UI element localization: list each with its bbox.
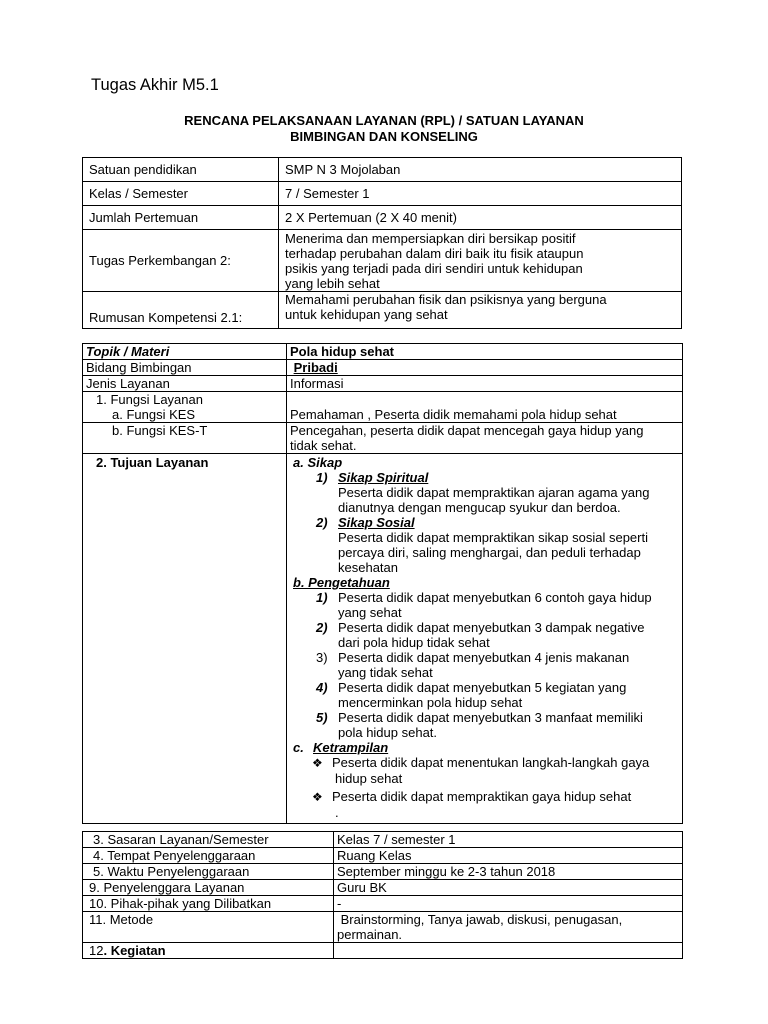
kegiatan-value: [334, 943, 683, 959]
kegiatan-label: [83, 943, 334, 959]
kegiatan-num: 12: [89, 943, 104, 958]
fungsi-kes-value-cell: [287, 392, 683, 423]
identity-value-line: psikis yang terjadi pada diri sendiri untuk kehidupan: [285, 260, 583, 276]
bidang-value: Pribadi: [293, 360, 338, 375]
identity-row: [83, 230, 682, 292]
bidang-value-cell: [287, 360, 683, 376]
identity-label: Kelas / Semester: [83, 182, 279, 206]
topik-value: Pola hidup sehat: [287, 344, 683, 360]
info-value: [334, 912, 683, 943]
info-label: 3. Sasaran Layanan/Semester: [83, 832, 334, 848]
fungsi-kest-line: tidak sehat.: [290, 438, 357, 453]
info-label: 4. Tempat Penyelenggaraan: [83, 848, 334, 864]
identity-value: [279, 292, 682, 329]
item-num: 3): [316, 650, 328, 665]
identity-label: Rumusan Kompetensi 2.1:: [83, 292, 279, 329]
info-row: [83, 832, 683, 848]
spiritual-title: Sikap Spiritual: [338, 470, 429, 485]
jenis-value: Informasi: [287, 376, 683, 392]
fungsi-kes-label: a. Fungsi KES: [112, 407, 196, 422]
item-text: yang tidak sehat: [338, 665, 433, 680]
diamond-bullet-icon: ❖: [312, 756, 323, 770]
fungsi-labels: [83, 392, 287, 423]
sosial-title: Sikap Sosial: [338, 515, 415, 530]
identity-value: [279, 230, 682, 292]
sikap-sosial-heading: [290, 515, 682, 530]
fungsi-kest-label: b. Fungsi KES-T: [83, 423, 287, 454]
ketrampilan-num: c.: [293, 740, 304, 755]
sosial-num: 2): [316, 515, 328, 530]
item-num: 5): [316, 710, 328, 725]
bidang-label: Bidang Bimbingan: [83, 360, 287, 376]
fungsi-kes-value: Pemahaman , Peserta didik memahami pola hidup sehat: [290, 407, 617, 422]
identity-label: Jumlah Pertemuan: [83, 206, 279, 230]
info-row: [83, 864, 683, 880]
info-row: [83, 896, 683, 912]
pengetahuan-item: [290, 680, 682, 695]
identity-value-line: 2 X Pertemuan (2 X 40 menit): [285, 210, 457, 225]
identity-row: [83, 206, 682, 230]
sosial-text: percaya diri, saling menghargai, dan peduli terhadap: [338, 545, 641, 560]
identity-value: [279, 206, 682, 230]
identity-row: [83, 292, 682, 329]
fungsi-label: 1. Fungsi Layanan: [96, 392, 203, 407]
identity-value-line: yang lebih sehat: [285, 275, 380, 291]
item-text: pola hidup sehat.: [338, 725, 438, 740]
kegiatan-text: . Kegiatan: [103, 943, 166, 958]
heading-line-2: BIMBINGAN DAN KONSELING: [290, 129, 478, 144]
sikap-heading: a. Sikap: [293, 455, 343, 470]
item-text: Peserta didik dapat menentukan langkah-langkah gaya: [332, 755, 650, 770]
fungsi-kest-line: Pencegahan, peserta didik dapat mencegah gaya hidup yang: [290, 423, 644, 438]
item-text: yang sehat: [338, 605, 402, 620]
info-value: Ruang Kelas: [334, 848, 683, 864]
info-label: 11. Metode: [83, 912, 334, 943]
jenis-label: Jenis Layanan: [83, 376, 287, 392]
item-text: .: [335, 805, 339, 820]
item-text: hidup sehat: [335, 771, 403, 786]
topik-row: [83, 344, 683, 360]
item-text: Peserta didik dapat mempraktikan gaya hidup sehat: [332, 789, 632, 804]
tujuan-row: [83, 454, 683, 824]
identity-value-line: Memahami perubahan fisik dan psikisnya yang berguna: [285, 292, 607, 307]
fungsi-row: [83, 392, 683, 423]
spiritual-num: 1): [316, 470, 328, 485]
identity-label: Satuan pendidikan: [83, 158, 279, 182]
info-label: 5. Waktu Penyelenggaraan: [83, 864, 334, 880]
identity-row: [83, 158, 682, 182]
spiritual-text: dianutnya dengan mengucap syukur dan berdoa.: [338, 500, 621, 515]
tujuan-content: [287, 454, 683, 824]
identity-label: Tugas Perkembangan 2:: [83, 230, 279, 292]
ketrampilan-title: Ketrampilan: [313, 740, 389, 755]
pengetahuan-item: [290, 650, 682, 665]
detail-table: [82, 343, 683, 824]
spiritual-text: Peserta didik dapat mempraktikan ajaran agama yang: [338, 485, 650, 500]
item-num: 2): [316, 620, 328, 635]
ketrampilan-item: [290, 755, 682, 771]
info-value-line: permainan.: [337, 927, 403, 942]
info-value: Guru BK: [334, 880, 683, 896]
identity-value: [279, 158, 682, 182]
info-value: Kelas 7 / semester 1: [334, 832, 683, 848]
fungsi-kest-row: [83, 423, 683, 454]
item-text: dari pola hidup tidak sehat: [338, 635, 490, 650]
heading-line-1: RENCANA PELAKSANAAN LAYANAN (RPL) / SATUAN LAYANAN: [184, 113, 584, 128]
item-text: Peserta didik dapat menyebutkan 3 dampak negative: [338, 620, 645, 635]
identity-value-line: Menerima dan mempersiapkan diri bersikap positif: [285, 230, 576, 246]
info-label: 10. Pihak-pihak yang Dilibatkan: [83, 896, 334, 912]
tujuan-label: 2. Tujuan Layanan: [83, 454, 287, 824]
item-text: Peserta didik dapat menyebutkan 4 jenis makanan: [338, 650, 630, 665]
info-table: [82, 831, 683, 959]
kegiatan-row: [83, 943, 683, 959]
pengetahuan-item: [290, 710, 682, 725]
info-value: -: [334, 896, 683, 912]
identity-row: [83, 182, 682, 206]
document-title: Tugas Akhir M5.1: [91, 76, 219, 94]
info-value: September minggu ke 2-3 tahun 2018: [334, 864, 683, 880]
ketrampilan-item: [290, 789, 682, 805]
pengetahuan-item: [290, 620, 682, 635]
item-text: mencerminkan pola hidup sehat: [338, 695, 523, 710]
item-num: 1): [316, 590, 328, 605]
pengetahuan-item: [290, 590, 682, 605]
identity-value: [279, 182, 682, 206]
item-text: Peserta didik dapat menyebutkan 3 manfaat memiliki: [338, 710, 643, 725]
sikap-spiritual-heading: [290, 470, 682, 485]
info-row: [83, 880, 683, 896]
identity-value-line: untuk kehidupan yang sehat: [285, 307, 448, 322]
info-label: 9. Penyelenggara Layanan: [83, 880, 334, 896]
item-text: Peserta didik dapat menyebutkan 6 contoh gaya hidup: [338, 590, 652, 605]
identity-value-line: 7 / Semester 1: [285, 186, 370, 201]
item-num: 4): [316, 680, 328, 695]
jenis-row: [83, 376, 683, 392]
diamond-bullet-icon: ❖: [312, 790, 323, 804]
info-value-line: Brainstorming, Tanya jawab, diskusi, penugasan,: [337, 912, 623, 927]
sosial-text: kesehatan: [338, 560, 398, 575]
identity-value-line: SMP N 3 Mojolaban: [285, 162, 401, 177]
info-row: [83, 848, 683, 864]
item-text: Peserta didik dapat menyebutkan 5 kegiatan yang: [338, 680, 627, 695]
pengetahuan-heading: b. Pengetahuan: [293, 575, 390, 590]
sosial-text: Peserta didik dapat mempraktikan sikap sosial seperti: [338, 530, 648, 545]
ketrampilan-heading: [290, 740, 682, 755]
fungsi-kest-value: [287, 423, 683, 454]
identity-table: [82, 157, 682, 329]
bidang-row: [83, 360, 683, 376]
info-row: [83, 912, 683, 943]
identity-value-line: terhadap perubahan dalam diri baik itu fisik ataupun: [285, 245, 584, 261]
topik-label: Topik / Materi: [83, 344, 287, 360]
